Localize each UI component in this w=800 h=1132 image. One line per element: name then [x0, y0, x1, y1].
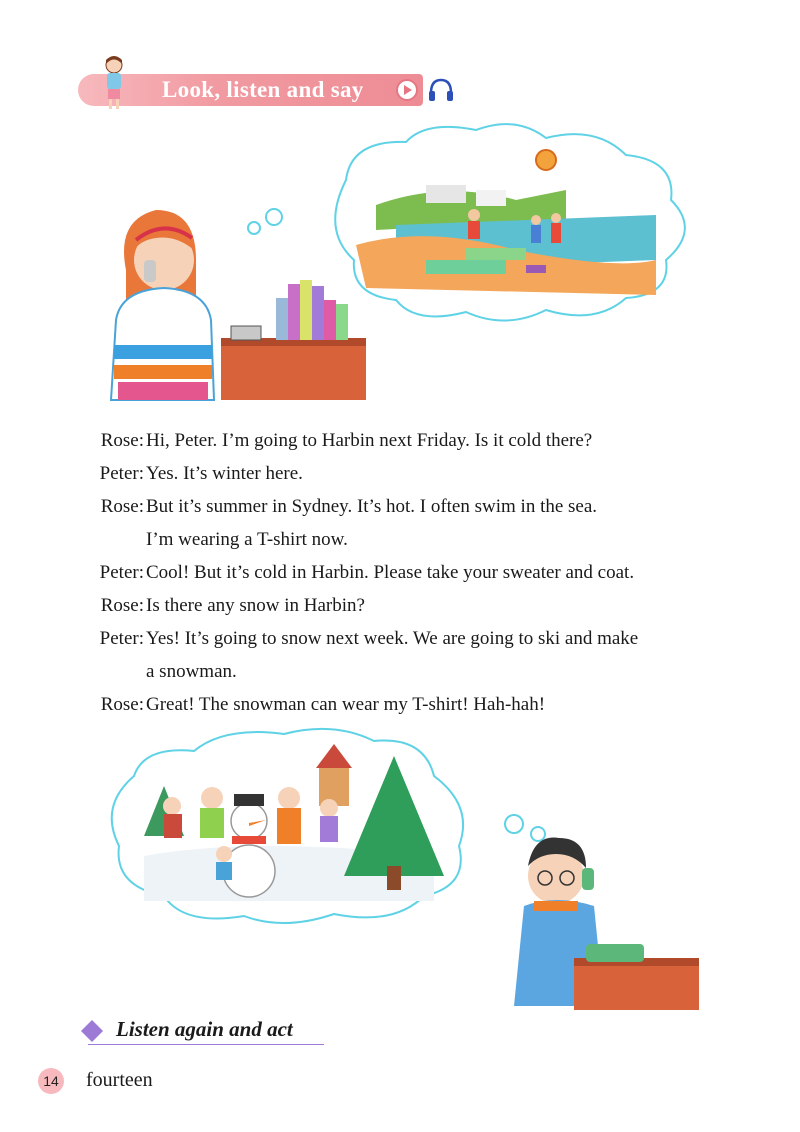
speech-text: Cool! But it’s cold in Harbin. Please take your sweater and coat. [146, 562, 635, 583]
speaker-name: Rose: [100, 694, 144, 715]
dialogue-line [84, 622, 724, 655]
speech-text: Hi, Peter. I’m going to Harbin next Friday. Is it cold there? [146, 430, 593, 451]
speech-text: But it’s summer in Sydney. It’s hot. I often swim in the sea. [146, 496, 598, 517]
page-number: 14 [38, 1068, 64, 1094]
speech-text: Yes. It’s winter here. [146, 463, 303, 484]
speaker-name: Peter: [99, 562, 144, 583]
peter-snow-illustration [104, 726, 704, 1016]
dialogue-line [84, 523, 724, 556]
speech-text: Yes! It’s going to snow next week. We are going to ski and make [146, 628, 639, 649]
dialogue-line [84, 490, 724, 523]
speaker-name: Rose: [100, 595, 144, 616]
dialogue-line [84, 457, 724, 490]
speaker-name: Rose: [100, 430, 144, 451]
girl-mascot-icon [98, 55, 130, 111]
rose-beach-illustration [96, 120, 706, 410]
activity-underline [88, 1044, 324, 1045]
diamond-icon [80, 1019, 104, 1043]
activity-title: Listen again and act [116, 1017, 293, 1041]
dialogue [84, 424, 724, 721]
section-title: Look, listen and say [162, 77, 364, 102]
dialogue-line [84, 424, 724, 457]
speech-text: Great! The snowman can wear my T-shirt! Hah-hah! [146, 694, 546, 715]
dialogue-line [84, 688, 724, 721]
speaker-name: Rose: [100, 496, 144, 517]
speech-text: Is there any snow in Harbin? [146, 595, 365, 616]
dialogue-line [84, 556, 724, 589]
speaker-name: Peter: [99, 463, 144, 484]
dialogue-line [84, 655, 724, 688]
page-number-word: fourteen [86, 1069, 153, 1091]
play-arrow-icon[interactable] [396, 79, 418, 101]
speaker-name: Peter: [99, 628, 144, 649]
speech-text: I’m wearing a T-shirt now. [146, 529, 348, 550]
speech-text: a snowman. [146, 661, 237, 682]
dialogue-line [84, 589, 724, 622]
headphones-icon[interactable] [427, 76, 455, 104]
